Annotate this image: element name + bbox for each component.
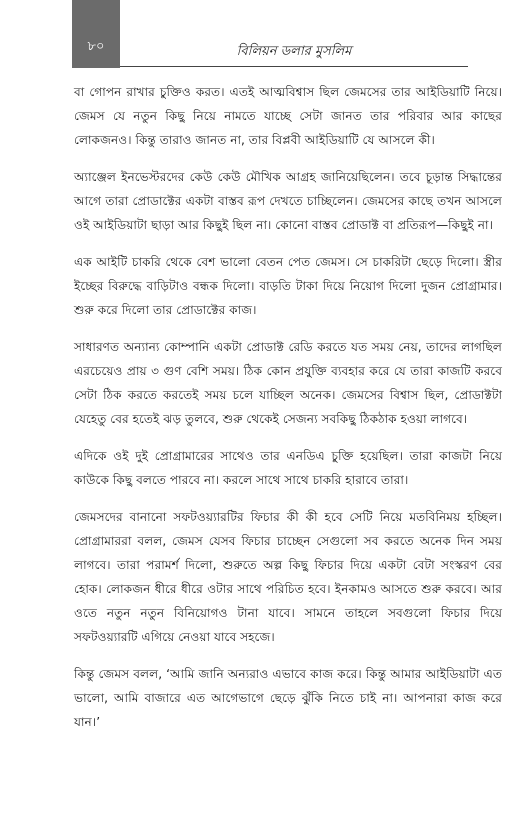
paragraph-4: সাধারণত অন্যান্য কোম্পানি একটা প্রোডাক্ট রেডি করতে যত সময় নেয়, তাদের লাগছিল এরচেয়েও প্রায় ৩ গুণ বেশি সময়। ঠিক কোন প্রযুক্তি ব্যবহার করে যে তারা কাজটি করবে সেটা ঠিক করতে করতেই সময় চলে যাচ্ছিল অনেক। জেমসের বিশ্বাস ছিল, প্রোডাক্টটা যেহেতু বের হতেই ঝড় তুলবে, শুরু থেকেই সেজন্য সবকিছু ঠিকঠাক হওয়া লাগবে।	[74, 340, 502, 426]
running-title: বিলিয়ন ডলার মুসলিম	[236, 44, 352, 59]
page-number: ৮০	[87, 39, 105, 54]
paragraph-1: বা গোপন রাখার চুক্তিও করত। এতই আত্মবিশ্বাস ছিল জেমসের তার আইডিয়াটি নিয়ে। জেমস যে নতুন কিছু নিয়ে নামতে যাচ্ছে সেটা জানত তার পরিবার আর কাছের লোকজনও। কিন্তু তারাও জানত না, তার বিপ্লবী আইডিয়াটি যে আসলে কী।	[74, 85, 502, 147]
paragraph-7: কিন্তু জেমস বলল, ‘আমি জানি অন্যরাও এভাবে কাজ করে। কিন্তু আমার আইডিয়াটা এত ভালো, আমি বাজারে এত আগেভাগে ছেড়ে ঝুঁকি নিতে চাই না। আপনারা কাজ করে যান।’	[74, 667, 502, 729]
page-number-tab	[72, 0, 120, 68]
body-text	[74, 80, 502, 747]
paragraph-2: অ্যাঞ্জেল ইনভেস্টরদের কেউ কেউ মৌখিক আগ্রহ জানিয়েছিলেন। তবে চূড়ান্ত সিদ্ধান্তের আগে তারা প্রোডাক্টের একটা বাস্তব রূপ দেখতে চাচ্ছিলেন। জেমসের কাছে তখন আসলে ওই আইডিয়াটা ছাড়া আর কিছুই ছিল না। কোনো বাস্তব প্রোডাক্ট বা প্রতিরূপ—কিছুই না।	[74, 170, 502, 232]
paragraph-3: এক আইটি চাকরি থেকে বেশ ভালো বেতন পেত জেমস। সে চাকরিটা ছেড়ে দিলো। স্ত্রীর ইচ্ছের বিরুদ্ধে বাড়িটাও বন্ধক দিলো। বাড়তি টাকা দিয়ে নিয়োগ দিলো দুজন প্রোগ্রামার। শুরু করে দিলো তার প্রোডাক্টের কাজ।	[74, 255, 502, 317]
header-rule	[120, 66, 468, 67]
paragraph-5: এদিকে ওই দুই প্রোগ্রামারের সাথেও তার এনডিএ চুক্তি হয়েছিল। তারা কাজটা নিয়ে কাউকে কিছু বলতে পারবে না। করলে সাথে সাথে চাকরি হারাবে তারা।	[74, 449, 502, 487]
paragraph-6: জেমসদের বানানো সফটওয়্যারটির ফিচার কী কী হবে সেটি নিয়ে মতবিনিময় হচ্ছিল। প্রোগ্রামাররা বলল, জেমস যেসব ফিচার চাচ্ছেন সেগুলো সব করতে অনেক দিন সময় লাগবে। তারা পরামর্শ দিলো, শুরুতে অল্প কিছু ফিচার দিয়ে একটা বেটা সংস্করণ বের হোক। লোকজন ধীরে ধীরে ওটার সাথে পরিচিত হবে। ইনকামও আসতে শুরু করবে। আর ওতে নতুন নতুন বিনিয়োগও টানা যাবে। সামনে তাহলে সবগুলো ফিচার দিয়ে সফটওয়্যারটি এগিয়ে নেওয়া যাবে সহজে।	[74, 510, 502, 644]
